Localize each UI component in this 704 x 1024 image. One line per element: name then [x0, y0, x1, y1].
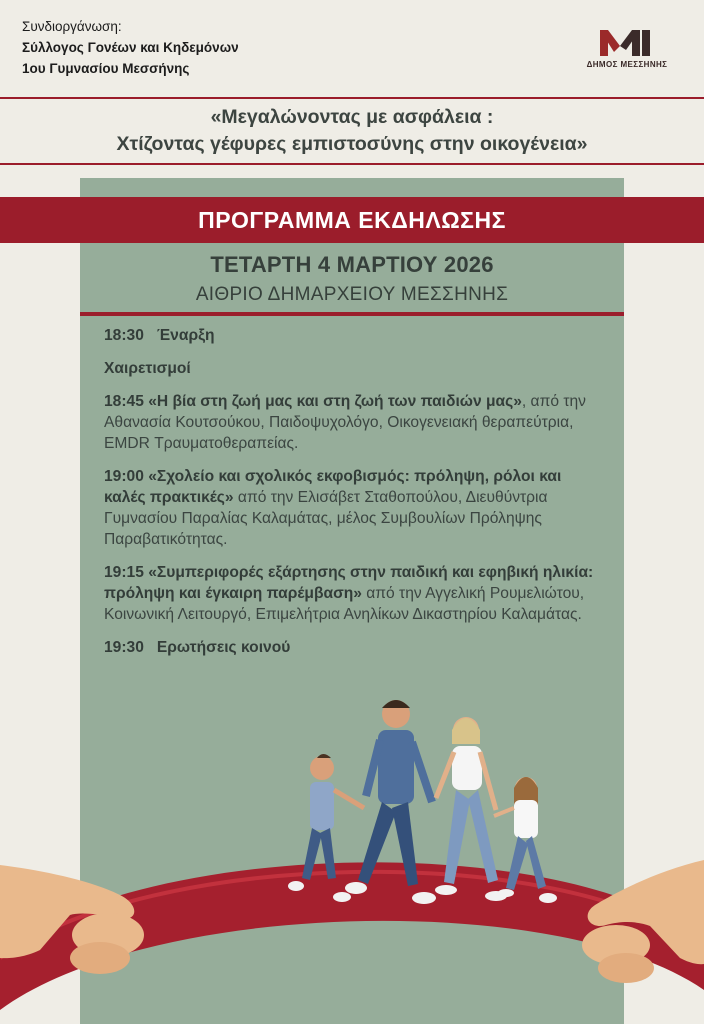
organizer-label: Συνδιοργάνωση:: [22, 19, 122, 34]
agenda-item-details: από την Αγγελική Ρουμελιώτου, Κοινωνική Λειτουργό, Επιμελήτρια Ανηλίκων Δικαστηρίου Καλαμάτας.: [104, 585, 585, 623]
subtitle-line1: «Μεγαλώνοντας με ασφάλεια :: [210, 106, 494, 128]
agenda-item-details: , από την Αθανασία Κουτσούκου, Παιδοψυχολόγο, Οικογενειακή θεραπεύτρια, EMDR Τραυματοθεραπείας.: [104, 393, 586, 452]
family-illustration: [0, 690, 704, 1024]
agenda-item-heading: 19:15 «Συμπεριφορές εξάρτησης στην παιδική και εφηβική ηλικία: πρόληψη και έγκαιρη παρέμβαση»: [104, 564, 594, 602]
organizer-block: [22, 16, 239, 79]
subtitle-line2: Χτίζοντας γέφυρες εμπιστοσύνης στην οικογένεια»: [116, 133, 588, 155]
agenda-item: [104, 391, 604, 454]
agenda-item: [104, 637, 604, 658]
agenda-item-details: από την Ελισάβετ Σταθοπούλου, Διευθύντρια Γυμνασίου Παραλίας Καλαμάτας, μέλος Συμβουλίων Πρόληψης Παραβατικότητας.: [104, 489, 548, 548]
program-title-band: ΠΡΟΓΡΑΜΜΑ ΕΚΔΗΛΩΣΗΣ: [0, 197, 704, 243]
subtitle-rule: [0, 163, 704, 165]
event-venue: ΑΙΘΡΙΟ ΔΗΜΑΡΧΕΙΟΥ ΜΕΣΣΗΝΗΣ: [195, 284, 509, 305]
panel-divider: [80, 312, 624, 316]
agenda-item-heading: 19:00 «Σχολείο και σχολικός εκφοβισμός: πρόληψη, ρόλοι και καλές πρακτικές»: [104, 468, 562, 506]
municipality-logo-icon: [598, 24, 656, 58]
municipality-logo: [572, 24, 682, 76]
agenda-item: [104, 325, 604, 346]
event-date: ΤΕΤΑΡΤΗ 4 ΜΑΡΤΙΟΥ 2026: [210, 252, 494, 277]
subtitle: [0, 104, 704, 158]
agenda-item-heading: 19:30 Ερωτήσεις κοινού: [104, 639, 291, 656]
logo-text: ΔΗΜΟΣ ΜΕΣΣΗΝΗΣ: [586, 60, 668, 69]
agenda-item: [104, 562, 604, 625]
organizer-name-line2: 1ου Γυμνασίου Μεσσήνης: [22, 61, 190, 76]
agenda-item: [104, 466, 604, 550]
agenda-item: [104, 358, 604, 379]
organizer-name-line1: Σύλλογος Γονέων και Κηδεμόνων: [22, 40, 239, 55]
agenda: [104, 325, 604, 670]
agenda-item-heading: Χαιρετισμοί: [104, 360, 191, 377]
top-rule: [0, 97, 704, 99]
agenda-item-heading: 18:45 «Η βία στη ζωή μας και στη ζωή των παιδιών μας»: [104, 393, 522, 410]
agenda-item-heading: 18:30 Έναρξη: [104, 327, 215, 344]
